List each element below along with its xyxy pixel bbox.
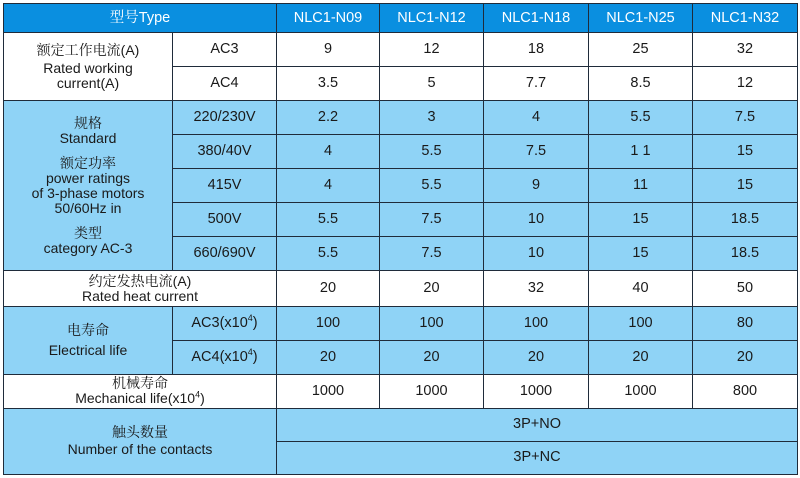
value-cell	[693, 340, 798, 374]
value-text: 1000	[415, 382, 448, 399]
category-label: AC3(x10	[191, 314, 248, 331]
power-label-line: 规格	[74, 114, 102, 131]
value-cell	[277, 33, 380, 67]
value-cell	[380, 203, 484, 237]
category-cell	[173, 306, 277, 340]
value-cell	[589, 101, 693, 135]
mechanical-life-label-cn: 机械寿命	[112, 375, 168, 392]
model-header-cell	[484, 4, 589, 33]
value-cell	[484, 271, 589, 306]
value-cell	[380, 169, 484, 203]
value-text: 1000	[519, 382, 553, 399]
value-text: 1000	[311, 382, 345, 399]
value-text: 1000	[624, 382, 657, 399]
value-cell	[693, 33, 798, 67]
voltage-cell	[173, 135, 277, 169]
value-cell	[693, 271, 798, 306]
category-close: )	[252, 348, 258, 365]
header-row	[4, 4, 798, 33]
rated-current-label-en: Rated working	[43, 59, 133, 76]
value-text: 15	[632, 245, 649, 262]
value-text: 100	[315, 314, 341, 331]
value-text: 8.5	[630, 75, 651, 92]
value-text: 1 1	[630, 143, 651, 160]
value-text: 12	[736, 75, 754, 92]
value-text: 40	[632, 280, 649, 297]
value-text: 20	[423, 280, 440, 297]
value-cell	[484, 101, 589, 135]
category-label: AC4	[210, 75, 239, 92]
value-text: 800	[732, 382, 758, 399]
value-text: 80	[736, 314, 754, 331]
power-label-cell	[4, 101, 173, 271]
value-cell	[277, 271, 380, 306]
type-header-cell	[4, 4, 277, 33]
value-cell	[693, 135, 798, 169]
value-text: 15	[736, 143, 754, 160]
value-text: 10	[527, 245, 545, 262]
mechanical-life-label-cell	[4, 374, 277, 408]
value-cell	[589, 237, 693, 271]
value-cell	[380, 306, 484, 340]
voltage-cell	[173, 237, 277, 271]
model-label: NLC1-N09	[293, 9, 363, 26]
value-cell	[380, 33, 484, 67]
voltage-cell	[173, 203, 277, 237]
value-text: 5.5	[317, 245, 339, 262]
value-cell	[693, 374, 798, 408]
value-text: 100	[419, 314, 444, 331]
value-cell	[380, 237, 484, 271]
power-label-line: 额定功率	[60, 154, 116, 171]
contacts-row-no	[4, 408, 798, 441]
value-cell	[380, 101, 484, 135]
value-cell	[484, 203, 589, 237]
mechanical-life-label-en: Mechanical life(x10	[75, 390, 196, 407]
value-cell	[484, 340, 589, 374]
value-text: 9	[531, 177, 541, 194]
value-cell	[589, 340, 693, 374]
value-cell	[589, 271, 693, 306]
value-text: 12	[423, 41, 440, 58]
value-cell	[484, 374, 589, 408]
value-text: 20	[319, 280, 337, 297]
value-cell	[277, 135, 380, 169]
value-text: 7.5	[525, 143, 547, 160]
value-text: 7.5	[734, 109, 756, 126]
value-text: 5.5	[630, 109, 651, 126]
heat-current-row	[4, 271, 798, 306]
value-cell	[589, 135, 693, 169]
value-text: 4	[323, 143, 333, 160]
value-text: 3	[427, 109, 436, 126]
value-cell	[589, 374, 693, 408]
category-label: AC3	[210, 41, 239, 58]
rated-current-label-en-2: current(A)	[56, 74, 120, 91]
category-close: )	[252, 314, 258, 331]
value-text: 5	[427, 75, 436, 92]
electrical-life-row-ac3	[4, 306, 798, 340]
exponent: 4	[195, 389, 201, 400]
value-text: 25	[632, 41, 649, 58]
value-cell	[589, 67, 693, 101]
power-row-220	[4, 101, 798, 135]
value-text: 3.5	[317, 75, 339, 92]
value-text: 4	[531, 109, 541, 126]
contacts-label-en: Number of the contacts	[67, 441, 213, 458]
value-cell	[277, 169, 380, 203]
value-text: 7.5	[421, 245, 442, 262]
exponent: 4	[247, 312, 253, 323]
contacts-label-cn: 触头数量	[112, 424, 168, 441]
value-cell	[484, 67, 589, 101]
value-cell	[693, 237, 798, 271]
value-cell	[277, 340, 380, 374]
voltage-label: 220/230V	[193, 109, 256, 126]
power-label-line: 类型	[74, 224, 102, 241]
value-cell	[484, 306, 589, 340]
model-label: NLC1-N25	[606, 9, 675, 26]
power-label-line: power ratings	[45, 169, 131, 186]
electrical-life-label-cn: 电寿命	[67, 321, 109, 338]
value-cell	[589, 203, 693, 237]
power-label-line: category AC-3	[43, 239, 133, 256]
value-cell	[380, 271, 484, 306]
contacts-option: 3P+NC	[513, 449, 561, 466]
voltage-label: 380/40V	[197, 143, 252, 160]
value-cell	[589, 33, 693, 67]
value-cell	[484, 237, 589, 271]
category-cell	[173, 67, 277, 101]
model-header-cell	[380, 4, 484, 33]
mechanical-life-label-en-wrap	[4, 391, 276, 406]
value-cell	[484, 169, 589, 203]
model-header-cell	[277, 4, 380, 33]
value-cell	[277, 203, 380, 237]
value-cell	[589, 169, 693, 203]
contacts-option-cell	[277, 408, 798, 441]
value-text: 20	[423, 348, 440, 365]
value-text: 18.5	[730, 245, 760, 262]
contactor-spec-table	[3, 3, 798, 475]
value-text: 20	[632, 348, 649, 365]
model-header-cell	[693, 4, 798, 33]
category-cell	[173, 340, 277, 374]
category-cell	[173, 33, 277, 67]
value-cell	[484, 135, 589, 169]
power-label-line: Standard	[59, 129, 117, 146]
electrical-life-label-en: Electrical life	[48, 341, 128, 358]
value-cell	[277, 374, 380, 408]
category-label: AC4(x10	[191, 348, 248, 365]
value-cell	[380, 135, 484, 169]
contacts-label-cell	[4, 408, 277, 474]
contacts-option-cell	[277, 441, 798, 474]
value-text: 100	[628, 314, 653, 331]
value-text: 7.5	[421, 211, 442, 228]
value-cell	[693, 306, 798, 340]
power-label-line: 50/60Hz in	[54, 199, 122, 216]
heat-current-label-en: Rated heat current	[82, 287, 198, 304]
value-text: 9	[323, 41, 333, 58]
power-label-line: of 3-phase motors	[31, 184, 145, 201]
value-text: 18.5	[730, 211, 760, 228]
value-text: 5.5	[317, 211, 339, 228]
rated-current-label-cell	[4, 33, 173, 101]
value-text: 32	[736, 41, 754, 58]
voltage-label: 500V	[207, 211, 242, 228]
heat-current-label-cn: 约定发热电流(A)	[88, 272, 192, 289]
model-label: NLC1-N32	[710, 9, 780, 26]
value-cell	[380, 340, 484, 374]
mechanical-life-row	[4, 374, 798, 408]
value-text: 20	[736, 348, 754, 365]
value-text: 32	[527, 280, 545, 297]
voltage-label: 415V	[207, 177, 242, 194]
value-text: 5.5	[421, 177, 442, 194]
value-text: 50	[736, 280, 754, 297]
value-text: 15	[632, 211, 649, 228]
model-label: NLC1-N12	[397, 9, 466, 26]
value-cell	[484, 33, 589, 67]
value-text: 15	[736, 177, 754, 194]
value-text: 11	[632, 177, 649, 194]
heat-current-label-cell	[4, 271, 277, 306]
model-label: NLC1-N18	[501, 9, 571, 26]
electrical-life-label-cell	[4, 306, 173, 374]
value-text: 7.7	[525, 75, 547, 92]
rated-current-label-cn: 额定工作电流(A)	[36, 41, 140, 58]
value-text: 4	[323, 177, 333, 194]
value-cell	[380, 67, 484, 101]
value-cell	[277, 67, 380, 101]
model-header-cell	[589, 4, 693, 33]
value-cell	[277, 306, 380, 340]
value-cell	[693, 67, 798, 101]
type-header-label: 型号Type	[109, 9, 171, 26]
value-cell	[693, 101, 798, 135]
value-text: 10	[527, 211, 545, 228]
voltage-cell	[173, 169, 277, 203]
value-text: 2.2	[317, 109, 339, 126]
exponent: 4	[247, 346, 253, 357]
contacts-option: 3P+NO	[513, 416, 561, 433]
voltage-cell	[173, 101, 277, 135]
voltage-label: 660/690V	[193, 245, 256, 262]
value-text: 20	[527, 348, 545, 365]
value-cell	[693, 203, 798, 237]
rated-current-row-ac3	[4, 33, 798, 67]
value-text: 20	[319, 348, 337, 365]
mechanical-life-close: )	[200, 390, 205, 407]
value-text: 100	[523, 314, 549, 331]
value-cell	[693, 169, 798, 203]
value-cell	[277, 237, 380, 271]
value-cell	[380, 374, 484, 408]
value-cell	[589, 306, 693, 340]
value-text: 18	[527, 41, 545, 58]
value-text: 5.5	[421, 143, 442, 160]
value-cell	[277, 101, 380, 135]
